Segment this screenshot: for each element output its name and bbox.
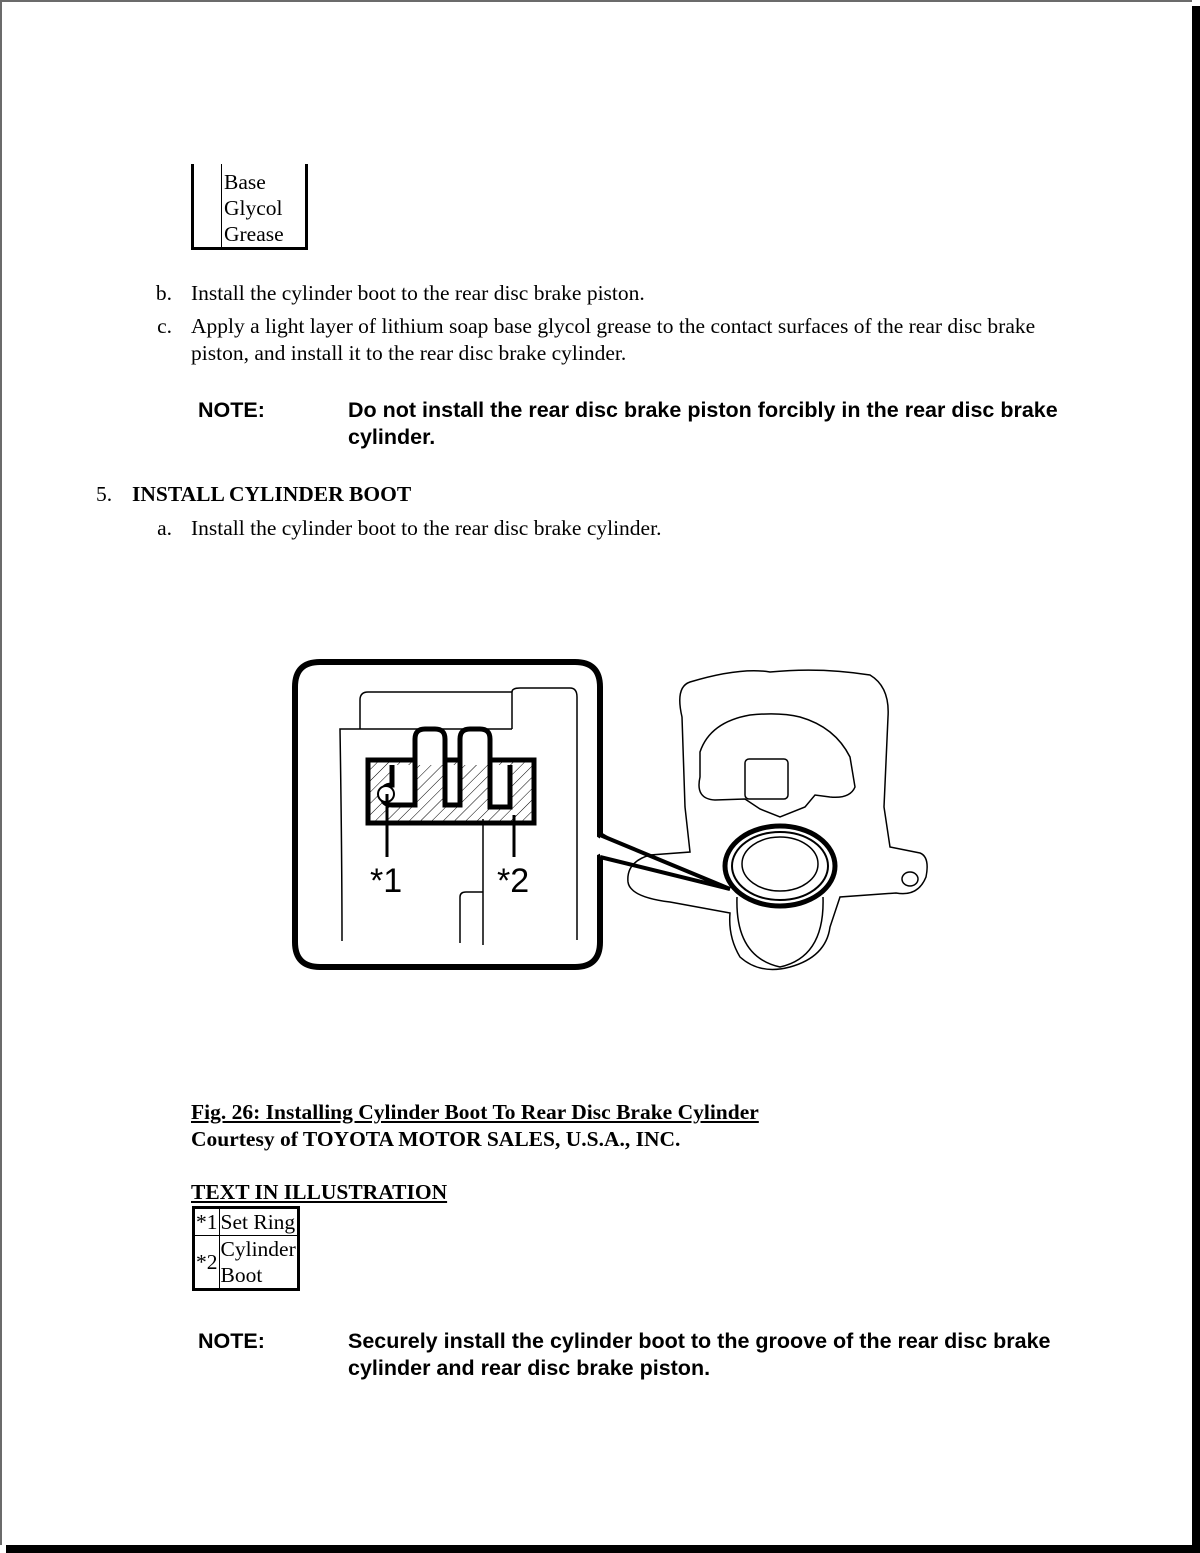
legend-number: *2 — [194, 1236, 220, 1290]
page-shadow-bottom — [6, 1545, 1200, 1553]
step-letter: c. — [157, 314, 172, 338]
legend-number: *1 — [194, 1208, 220, 1236]
cylinder-boot-illustration — [290, 657, 942, 997]
step-text: Install the cylinder boot to the rear disc brake piston. — [191, 281, 645, 305]
callout-2: *2 — [497, 862, 530, 900]
table-divider — [221, 164, 222, 247]
callout-pointer — [600, 835, 730, 889]
page-shadow-right — [1192, 6, 1200, 1553]
grease-line: Glycol — [224, 196, 283, 220]
grease-line: Base — [224, 170, 266, 194]
table-row — [194, 1236, 299, 1290]
section-number: 5. — [96, 482, 113, 506]
step-letter: a. — [157, 516, 172, 540]
callout-1: *1 — [370, 862, 403, 900]
note-text: Do not install the rear disc brake piston forcibly in the rear disc brake — [348, 398, 1058, 422]
step-text: piston, and install it to the rear disc brake cylinder. — [191, 341, 627, 365]
step-text: Install the cylinder boot to the rear disc brake cylinder. — [191, 516, 662, 540]
legend-label-line: Boot — [220, 1263, 263, 1287]
figure-caption: Fig. 26: Installing Cylinder Boot To Rear Disc Brake Cylinder — [191, 1100, 759, 1124]
table-row — [194, 1208, 299, 1236]
legend-label: Set Ring — [219, 1208, 298, 1236]
text-in-illustration-heading: TEXT IN ILLUSTRATION — [191, 1180, 448, 1204]
text-in-illustration-table — [192, 1206, 300, 1291]
figure-courtesy: Courtesy of TOYOTA MOTOR SALES, U.S.A., INC. — [191, 1127, 681, 1151]
grease-table-fragment — [191, 164, 308, 250]
note-label: NOTE: — [198, 398, 265, 422]
legend-label-line: Cylinder — [220, 1237, 296, 1261]
caliper-drawing — [628, 670, 927, 969]
note-text: Securely install the cylinder boot to the groove of the rear disc brake — [348, 1329, 1051, 1353]
grease-line: Grease — [224, 222, 284, 246]
step-letter: b. — [155, 281, 172, 305]
note-text: cylinder. — [348, 425, 436, 449]
note-label: NOTE: — [198, 1329, 265, 1353]
detail-view — [295, 662, 620, 967]
section-title: INSTALL CYLINDER BOOT — [132, 482, 412, 506]
step-text: Apply a light layer of lithium soap base glycol grease to the contact surfaces of the rear disc brake — [191, 314, 1036, 338]
note-text: cylinder and rear disc brake piston. — [348, 1356, 711, 1380]
legend-label — [219, 1236, 298, 1290]
grease-table-cell — [224, 169, 284, 247]
